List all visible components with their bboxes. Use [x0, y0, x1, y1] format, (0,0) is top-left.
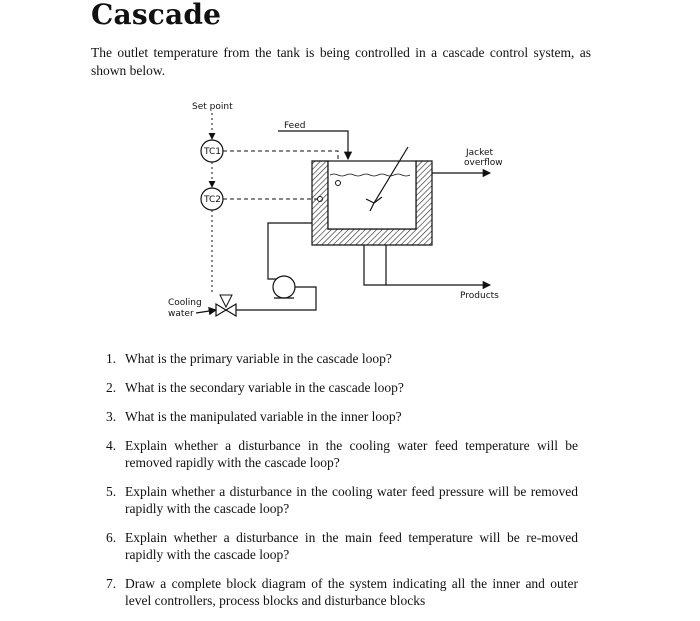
question-text: Explain whether a disturbance in the cooling water feed temperature will be removed rapidly with the cascade loop? — [125, 438, 578, 470]
feed-label: Feed — [284, 121, 306, 131]
question-text: What is the manipulated variable in the inner loop? — [125, 409, 402, 424]
set-point-label: Set point — [192, 102, 233, 112]
question-list — [106, 350, 578, 621]
question-number: 4. — [106, 438, 117, 453]
question-number: 2. — [106, 380, 117, 395]
question-number: 7. — [106, 576, 117, 591]
cooling-water-label-2: water — [168, 309, 194, 319]
question-text: What is the secondary variable in the cascade loop? — [125, 380, 404, 395]
tank-interior — [328, 161, 416, 229]
jacket-overflow-label-1: Jacket — [466, 148, 494, 158]
jacket-overflow-label-2: overflow — [464, 158, 503, 168]
intro-paragraph: The outlet temperature from the tank is being controlled in a cascade control system, as shown below. — [91, 45, 591, 78]
question-item — [106, 408, 578, 425]
question-item — [106, 350, 578, 367]
question-number: 6. — [106, 530, 117, 545]
product-outlet-line — [364, 245, 490, 285]
question-text: Explain whether a disturbance in the cooling water feed pressure will be removed rapidly with the cascade loop? — [125, 484, 578, 516]
question-item — [106, 575, 578, 609]
question-number: 3. — [106, 409, 117, 424]
question-number: 5. — [106, 484, 117, 499]
tc2-label: TC2 — [204, 195, 221, 205]
question-item — [106, 379, 578, 396]
question-item — [106, 483, 578, 517]
cascade-control-diagram — [160, 95, 520, 335]
circulation-pump — [273, 276, 295, 298]
jacket-inlet-line — [268, 223, 312, 279]
page-title: Cascade — [91, 0, 222, 31]
tank-temp-sensor — [336, 181, 341, 186]
pump-discharge-line — [224, 287, 316, 310]
valve-actuator — [220, 295, 232, 307]
question-text: Explain whether a disturbance in the main feed temperature will be re-moved rapidly with the cascade loop? — [125, 530, 578, 562]
feed-line — [278, 131, 348, 159]
tc1-label: TC1 — [204, 147, 221, 157]
products-label: Products — [460, 291, 499, 301]
cooling-water-inlet — [196, 310, 216, 313]
question-text: What is the primary variable in the cascade loop? — [125, 351, 392, 366]
cooling-water-label-1: Cooling — [168, 298, 202, 308]
question-number: 1. — [106, 351, 117, 366]
question-item — [106, 437, 578, 471]
question-text: Draw a complete block diagram of the system indicating all the inner and outer level controllers, process blocks and disturbance blocks — [125, 576, 578, 608]
question-item — [106, 529, 578, 563]
